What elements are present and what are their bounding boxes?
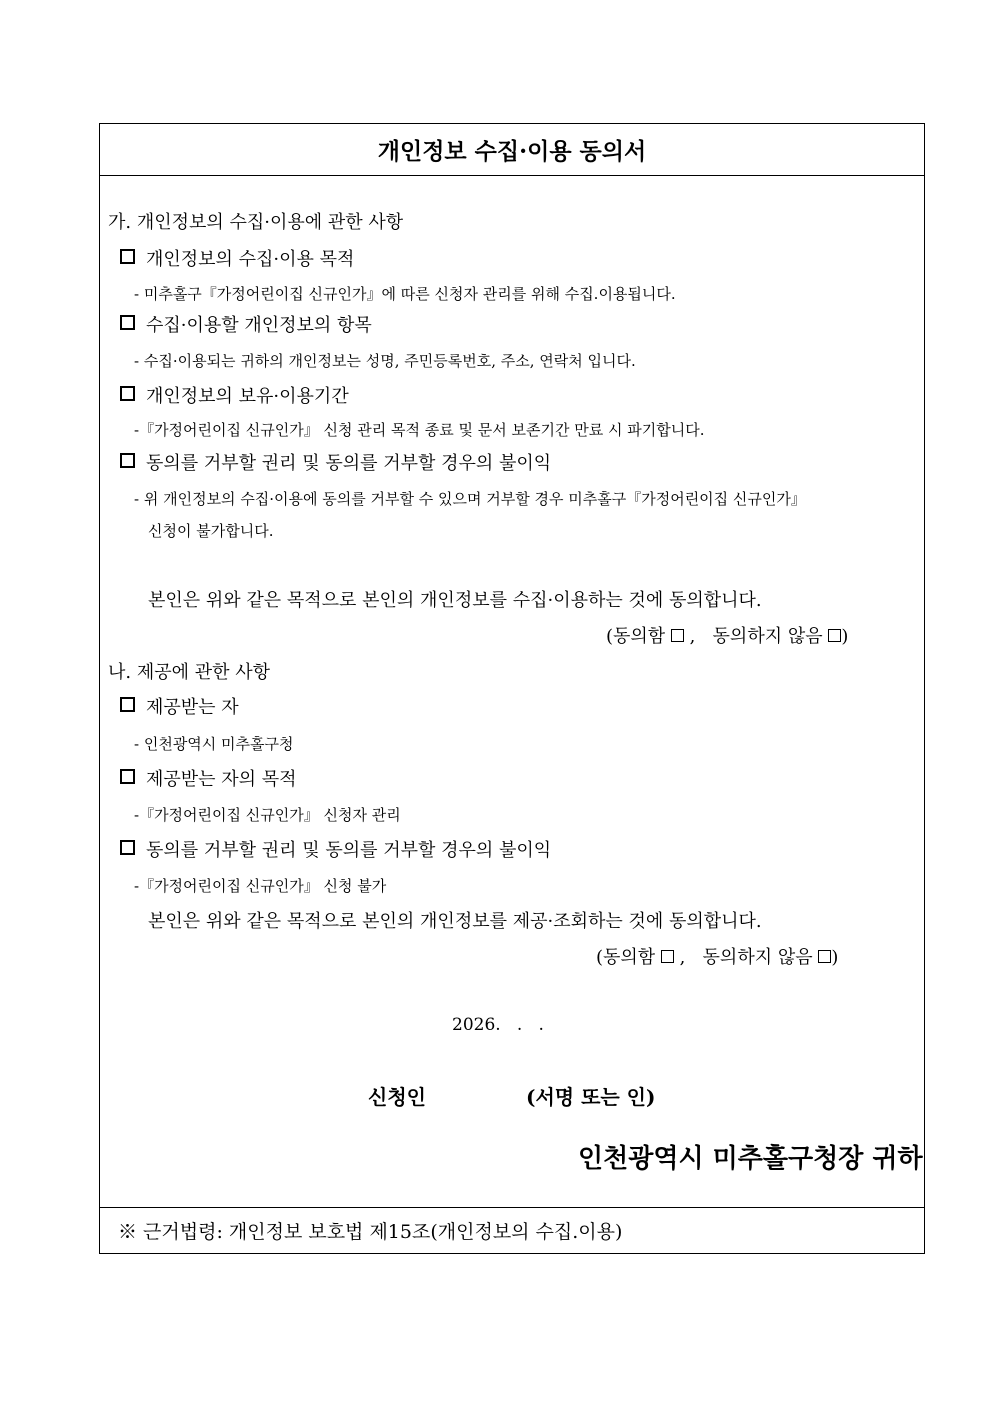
disagree-label: 동의하지 않음 bbox=[712, 626, 823, 647]
item-label: 동의를 거부할 권리 및 동의를 거부할 경우의 불이익 bbox=[146, 453, 552, 474]
section-b-item-purpose bbox=[120, 765, 297, 791]
item-label: 동의를 거부할 권리 및 동의를 거부할 경우의 불이익 bbox=[146, 840, 552, 861]
section-a-statement: 본인은 위와 같은 목적으로 본인의 개인정보를 수집·이용하는 것에 동의합니다. bbox=[148, 590, 762, 611]
item-label: 개인정보의 보유·이용기간 bbox=[146, 386, 349, 407]
square-bullet-icon bbox=[120, 697, 135, 712]
agree-label: 동의함 bbox=[613, 626, 666, 647]
applicant-label: 신청인 bbox=[368, 1085, 426, 1109]
section-a-detail-refusal: - 위 개인정보의 수집·이용에 동의를 거부할 수 있으며 거부할 경우 미추홀구『가정어린이집 신규인가』 bbox=[134, 490, 806, 508]
legal-basis bbox=[100, 1207, 924, 1253]
section-a-heading: 가. 개인정보의 수집·이용에 관한 사항 bbox=[108, 212, 404, 233]
section-a-detail-refusal-cont: 신청이 불가합니다. bbox=[148, 522, 274, 540]
square-bullet-icon bbox=[120, 840, 135, 855]
square-bullet-icon bbox=[120, 249, 135, 264]
section-b-item-recipient bbox=[120, 693, 239, 719]
square-bullet-icon bbox=[120, 769, 135, 784]
square-bullet-icon bbox=[120, 315, 135, 330]
date-line: 2026. . . bbox=[452, 1015, 544, 1035]
section-b-detail-refusal: -『가정어린이집 신규인가』 신청 불가 bbox=[134, 877, 387, 895]
signature-label[interactable]: (서명 또는 인) bbox=[526, 1085, 656, 1109]
agree-checkbox[interactable] bbox=[671, 629, 684, 642]
section-b-detail-recipient: - 인천광역시 미추홀구청 bbox=[134, 735, 294, 753]
section-a-detail-retention: -『가정어린이집 신규인가』 신청 관리 목적 종료 및 문서 보존기간 만료 시 파기합니다. bbox=[134, 421, 705, 439]
square-bullet-icon bbox=[120, 453, 135, 468]
square-bullet-icon bbox=[120, 386, 135, 401]
section-a-item-fields bbox=[120, 311, 372, 337]
form-title bbox=[100, 124, 924, 176]
legal-basis-text: ※ 근거법령: 개인정보 보호법 제15조(개인정보의 수집.이용) bbox=[118, 1221, 623, 1243]
item-label: 개인정보의 수집·이용 목적 bbox=[146, 249, 355, 270]
disagree-label: 동의하지 않음 bbox=[702, 947, 813, 968]
section-b-heading: 나. 제공에 관한 사항 bbox=[108, 662, 270, 683]
item-label: 제공받는 자의 목적 bbox=[146, 769, 297, 790]
item-label: 수집·이용할 개인정보의 항목 bbox=[146, 315, 372, 336]
form-title-text: 개인정보 수집·이용 동의서 bbox=[377, 138, 647, 165]
section-b-consent-choice: (동의함 , 동의하지 않음 ) bbox=[596, 947, 839, 968]
section-a-item-purpose bbox=[120, 245, 354, 271]
section-a-item-retention bbox=[120, 382, 349, 408]
section-a-detail-fields: - 수집·이용되는 귀하의 개인정보는 성명, 주민등록번호, 주소, 연락처 입니다. bbox=[134, 352, 636, 370]
recipient-title: 인천광역시 미추홀구청장 귀하 bbox=[578, 1144, 923, 1174]
section-b-detail-purpose: -『가정어린이집 신규인가』 신청자 관리 bbox=[134, 806, 401, 824]
section-a-consent-choice: (동의함 , 동의하지 않음 ) bbox=[606, 626, 849, 647]
item-label: 제공받는 자 bbox=[146, 697, 239, 718]
disagree-checkbox[interactable] bbox=[818, 950, 831, 963]
agree-label: 동의함 bbox=[603, 947, 656, 968]
section-b-item-refusal bbox=[120, 836, 551, 862]
agree-checkbox[interactable] bbox=[661, 950, 674, 963]
section-b-statement: 본인은 위와 같은 목적으로 본인의 개인정보를 제공·조회하는 것에 동의합니다. bbox=[148, 911, 762, 932]
section-a-detail-purpose: - 미추홀구『가정어린이집 신규인가』에 따른 신청자 관리를 위해 수집.이용됩니다. bbox=[134, 285, 676, 303]
section-a-item-refusal bbox=[120, 449, 551, 475]
disagree-checkbox[interactable] bbox=[828, 629, 841, 642]
